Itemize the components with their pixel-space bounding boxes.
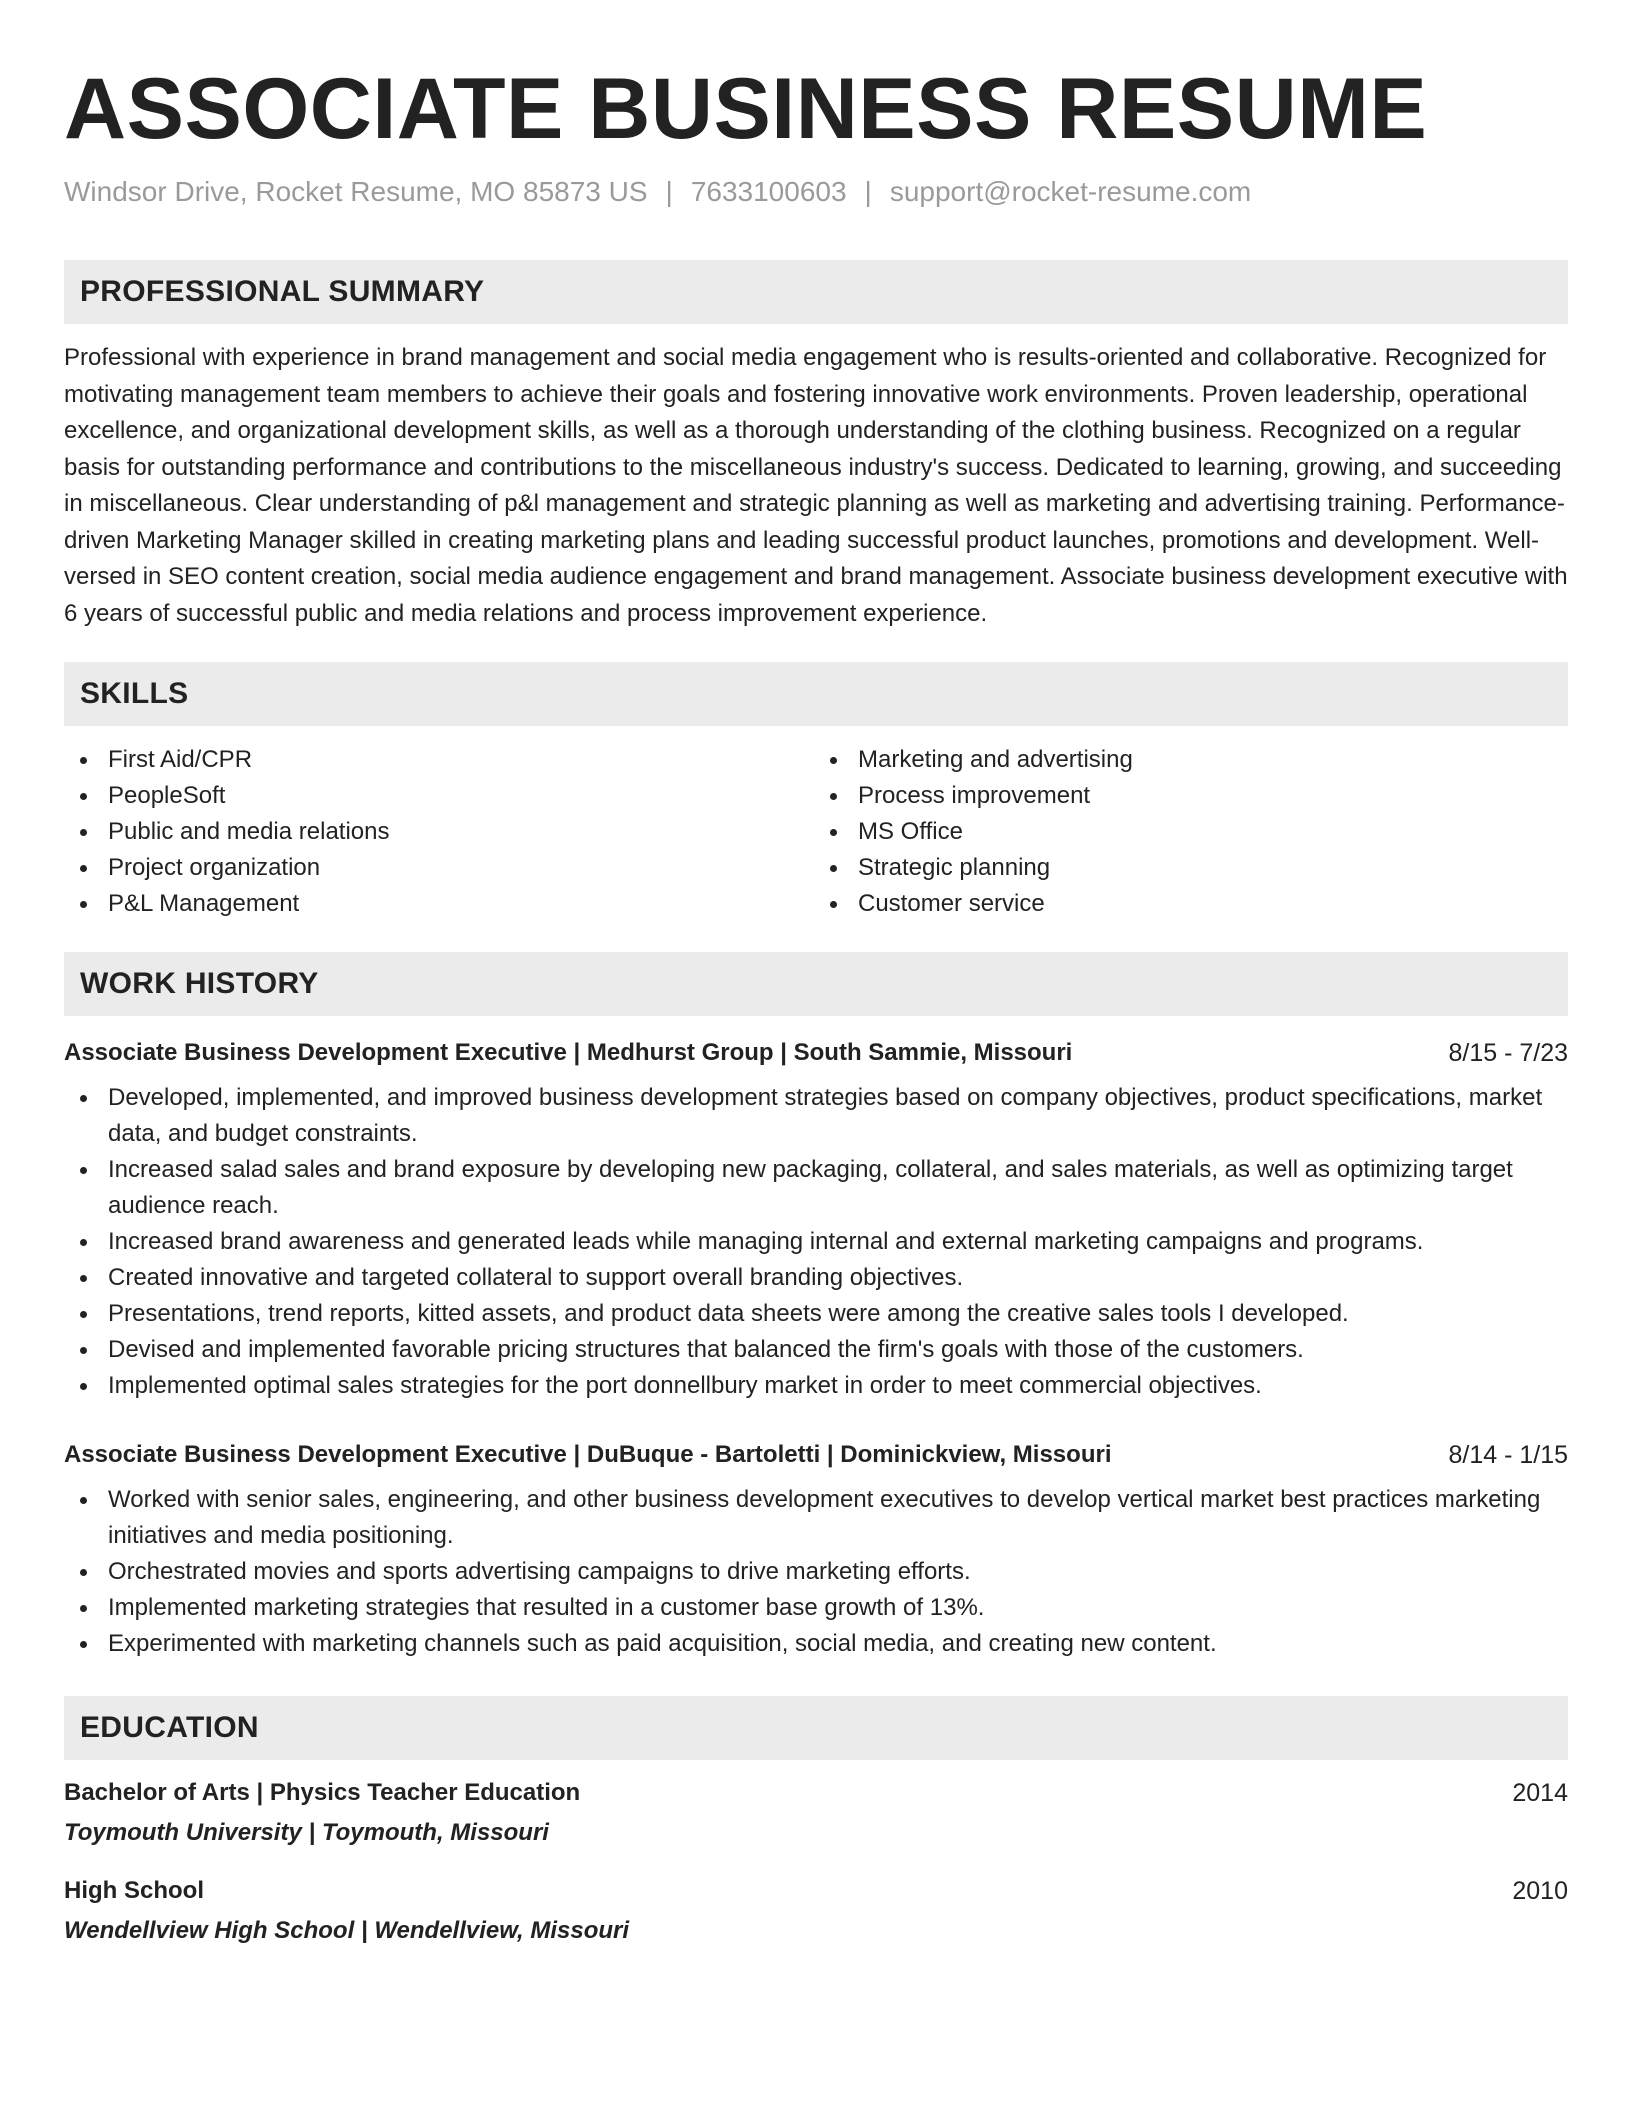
- skill-item: Process improvement: [816, 778, 1568, 814]
- education-year: 2010: [1512, 1877, 1568, 1905]
- work-history-section: [64, 952, 1568, 1662]
- job-bullets: [64, 1482, 1568, 1662]
- skills-heading: SKILLS: [64, 662, 1568, 726]
- education-school: Toymouth University | Toymouth, Missouri: [64, 1819, 549, 1846]
- education-heading: EDUCATION: [64, 1696, 1568, 1760]
- job-header: [64, 1440, 1568, 1470]
- skill-item: MS Office: [816, 814, 1568, 850]
- job-header: [64, 1038, 1568, 1068]
- skill-item: P&L Management: [64, 886, 816, 922]
- contact-line: [64, 176, 1568, 208]
- summary-section: [64, 260, 1568, 632]
- job-dates: 8/15 - 7/23: [1448, 1039, 1568, 1067]
- job-bullet: Increased salad sales and brand exposure by developing new packaging, collateral, and sales materials, as well as optimizing target audience reach.: [64, 1152, 1568, 1224]
- education-school: Wendellview High School | Wendellview, Missouri: [64, 1917, 630, 1944]
- education-header: [64, 1876, 1568, 1906]
- education-degree: Bachelor of Arts | Physics Teacher Education: [64, 1779, 581, 1806]
- skills-left-list: [64, 742, 816, 922]
- education-entry: [64, 1778, 1568, 1848]
- skill-item: Customer service: [816, 886, 1568, 922]
- job-entry: [64, 1440, 1568, 1662]
- skill-item: Project organization: [64, 850, 816, 886]
- education-header: [64, 1778, 1568, 1808]
- job-dates: 8/14 - 1/15: [1448, 1441, 1568, 1469]
- skill-item: First Aid/CPR: [64, 742, 816, 778]
- job-bullet: Implemented marketing strategies that resulted in a customer base growth of 13%.: [64, 1590, 1568, 1626]
- summary-heading: PROFESSIONAL SUMMARY: [64, 260, 1568, 324]
- contact-separator: |: [665, 176, 673, 207]
- skills-section: [64, 662, 1568, 922]
- job-bullet: Developed, implemented, and improved business development strategies based on company objectives, product specifications, market data, and budget constraints.: [64, 1080, 1568, 1152]
- contact-email: support@rocket-resume.com: [889, 176, 1252, 207]
- job-title: Associate Business Development Executive | DuBuque - Bartoletti | Dominickview, Missouri: [64, 1441, 1112, 1468]
- job-bullet: Presentations, trend reports, kitted assets, and product data sheets were among the creative sales tools I developed.: [64, 1296, 1568, 1332]
- job-bullet: Implemented optimal sales strategies for the port donnellbury market in order to meet commercial objectives.: [64, 1368, 1568, 1404]
- job-bullet: Orchestrated movies and sports advertising campaigns to drive marketing efforts.: [64, 1554, 1568, 1590]
- skill-item: Strategic planning: [816, 850, 1568, 886]
- skills-right-list: [816, 742, 1568, 922]
- job-bullet: Increased brand awareness and generated leads while managing internal and external marketing campaigns and programs.: [64, 1224, 1568, 1260]
- skill-item: Marketing and advertising: [816, 742, 1568, 778]
- job-bullet: Created innovative and targeted collateral to support overall branding objectives.: [64, 1260, 1568, 1296]
- skill-item: PeopleSoft: [64, 778, 816, 814]
- job-bullets: [64, 1080, 1568, 1404]
- work-history-heading: WORK HISTORY: [64, 952, 1568, 1016]
- job-bullet: Experimented with marketing channels such as paid acquisition, social media, and creating new content.: [64, 1626, 1568, 1662]
- contact-phone: 7633100603: [690, 176, 847, 207]
- education-year: 2014: [1512, 1779, 1568, 1807]
- contact-separator: |: [864, 176, 872, 207]
- job-entry: [64, 1038, 1568, 1404]
- skill-item: Public and media relations: [64, 814, 816, 850]
- education-entry: [64, 1876, 1568, 1946]
- summary-text: Professional with experience in brand management and social media engagement who is results-oriented and collaborative. Recognized for motivating management team members to achieve their goals and fostering innovative work environments. Proven leadership, operational excellence, and organizational development skills, as well as a thorough understanding of the clothing business. Recognized on a regular basis for outstanding performance and contributions to the miscellaneous industry's success. Dedicated to learning, growing, and succeeding in miscellaneous. Clear understanding of p&l management and strategic planning as well as marketing and advertising training. Performance-driven Marketing Manager skilled in creating marketing plans and leading successful product launches, promotions and development. Well-versed in SEO content creation, social media audience engagement and brand management. Associate business development executive with 6 years of successful public and media relations and process improvement experience.: [64, 344, 1568, 627]
- job-bullet: Worked with senior sales, engineering, and other business development executives to develop vertical market best practices marketing initiatives and media positioning.: [64, 1482, 1568, 1554]
- resume-title: ASSOCIATE BUSINESS RESUME: [64, 61, 1428, 157]
- education-degree: High School: [64, 1877, 204, 1904]
- job-title: Associate Business Development Executive | Medhurst Group | South Sammie, Missouri: [64, 1039, 1073, 1066]
- education-section: [64, 1696, 1568, 1946]
- skills-columns: [64, 742, 1568, 922]
- job-bullet: Devised and implemented favorable pricing structures that balanced the firm's goals with those of the customers.: [64, 1332, 1568, 1368]
- contact-address: Windsor Drive, Rocket Resume, MO 85873 US: [64, 176, 648, 207]
